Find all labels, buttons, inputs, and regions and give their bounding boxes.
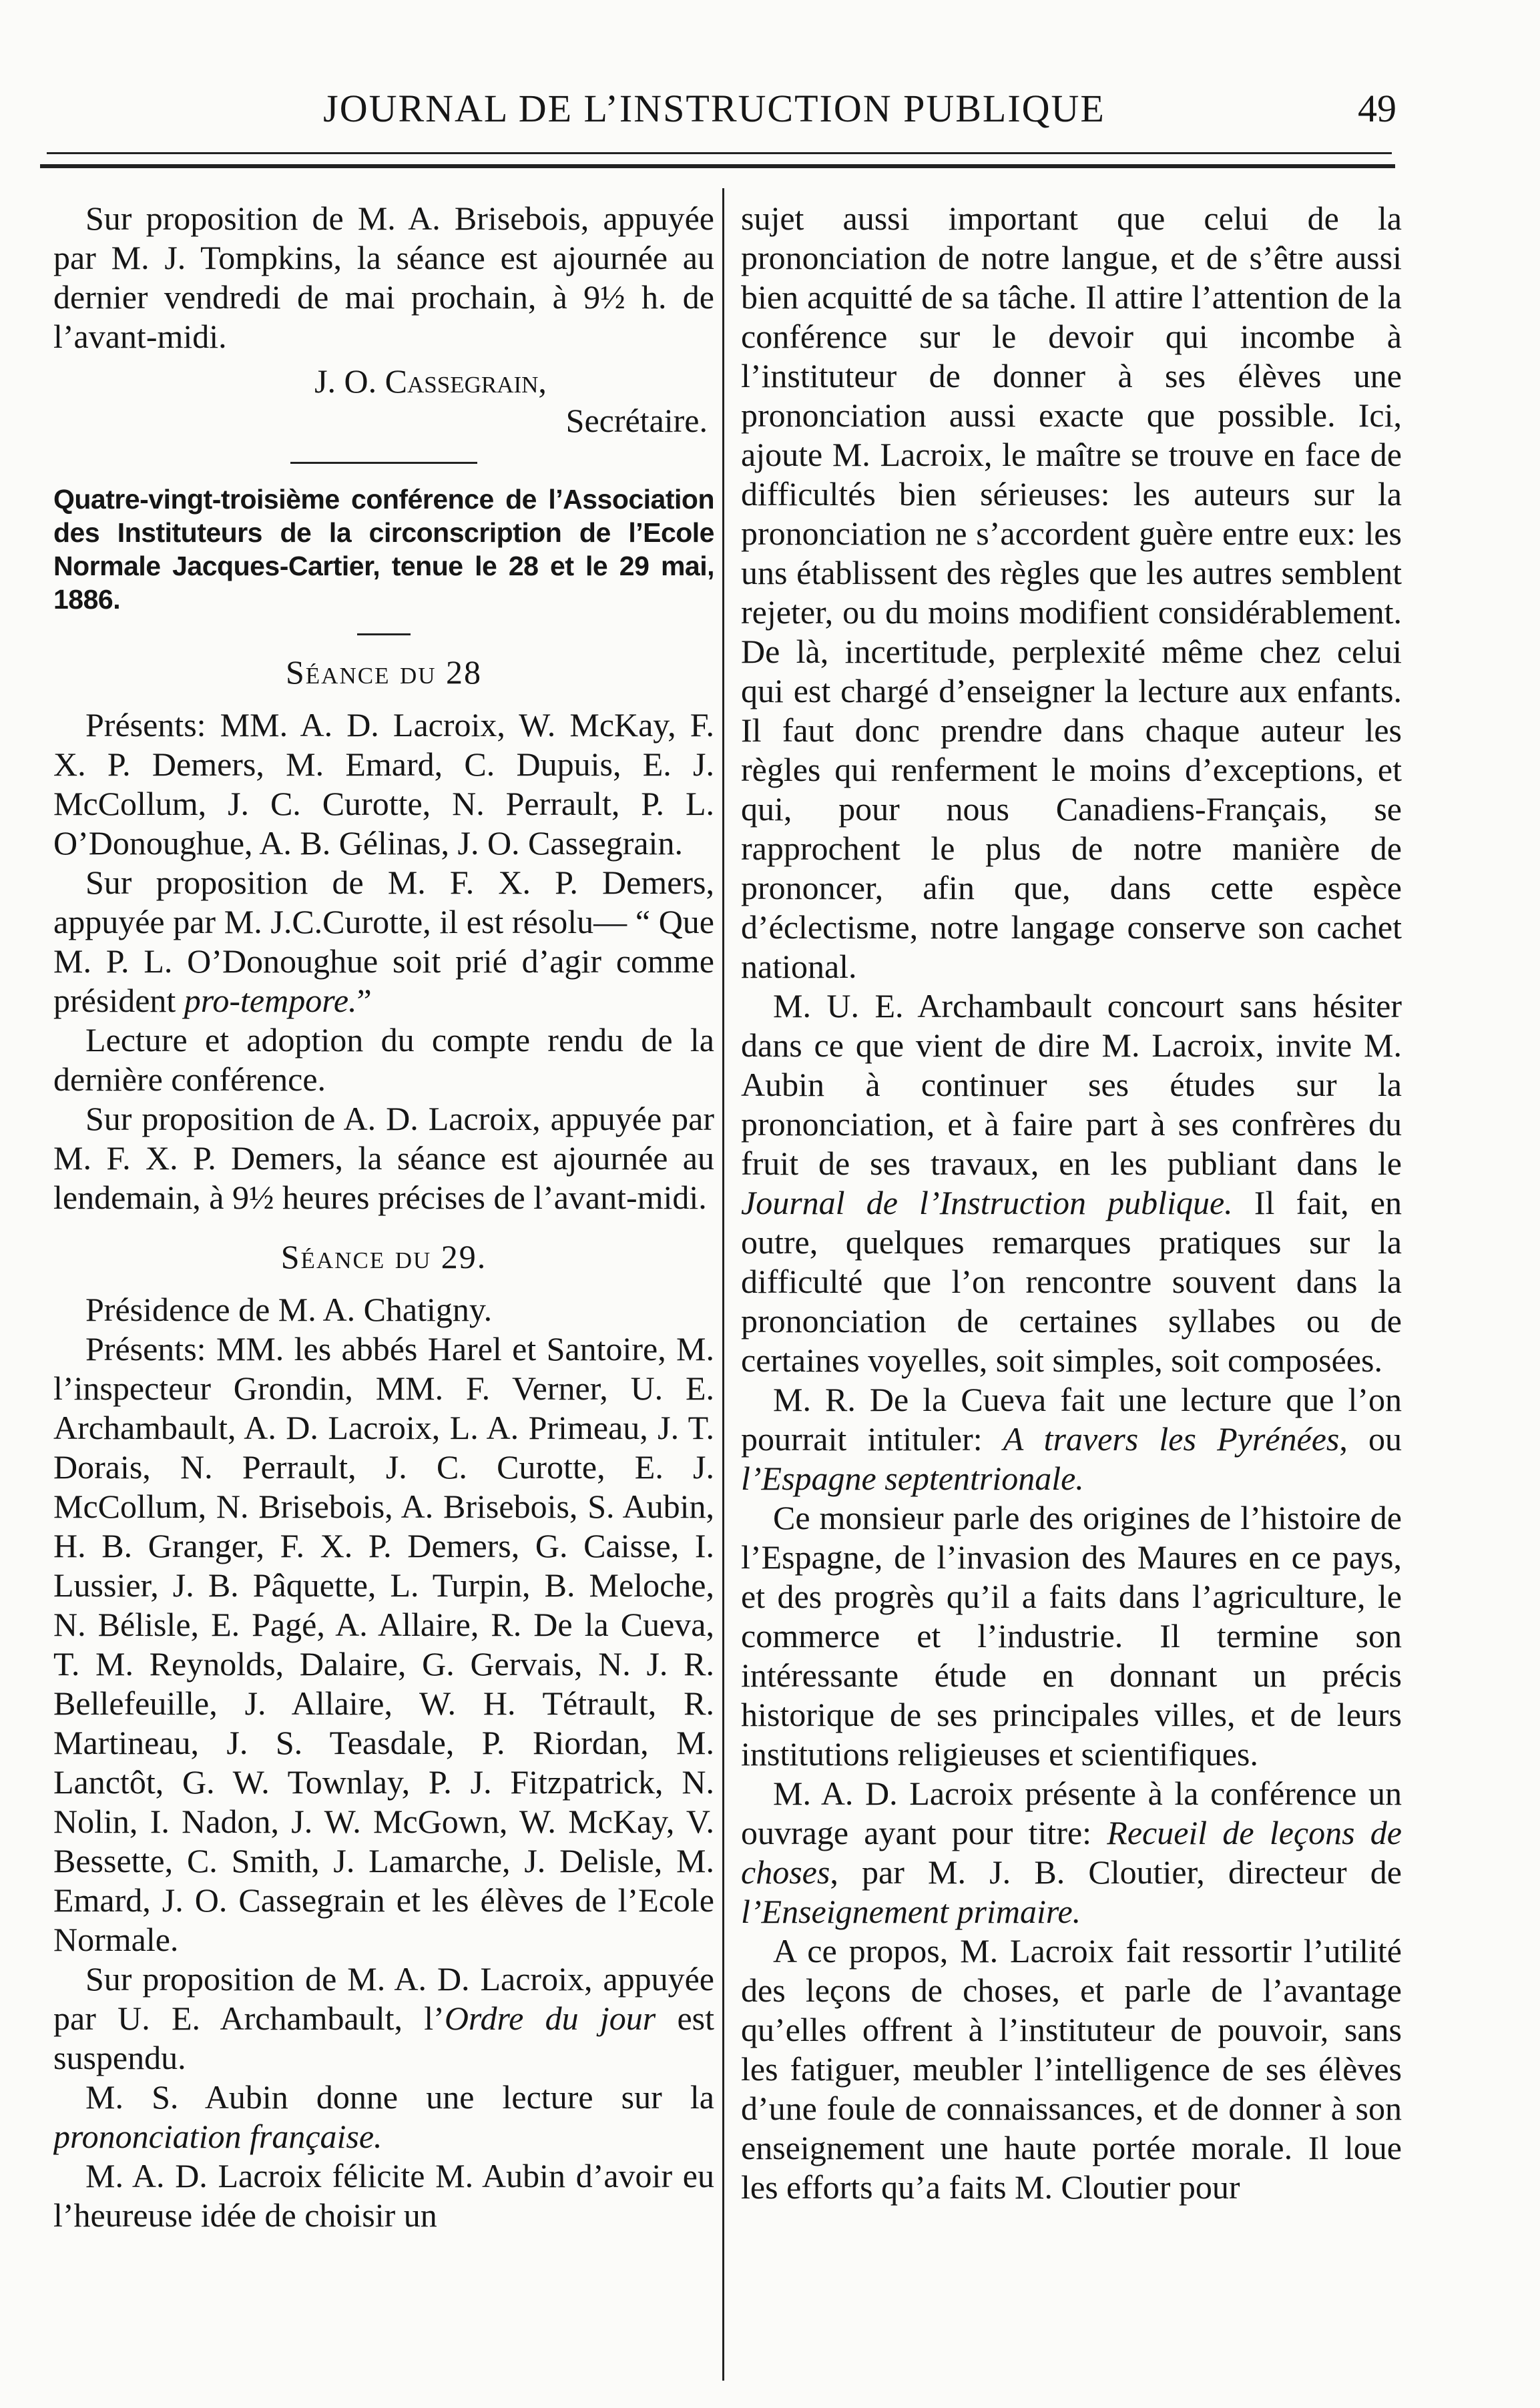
- paragraph-lecons-de-choses: A ce propos, M. Lacroix fait ressortir l’utilité des leçons de choses, et parle de l’avantage qu’elles offrent à l’instituteur de pouvoir, sans les fatiguer, meubler l’intelligence de ses élèves d’une foule de connaissances, et de donner à son enseignement une haute portée morale. Il loue les efforts qu’a faits M. Cloutier pour: [741, 1932, 1402, 2206]
- paragraph-de-la-cueva: M. R. De la Cueva fait une lecture que l’on pourrait intituler: A travers les Pyrénées, ou l’Espagne septentrionale.: [741, 1381, 1402, 1497]
- column-divider: [722, 188, 724, 2381]
- signature-role: Secrétaire.: [565, 402, 708, 439]
- seance-29-heading: Séance du 29.: [280, 1238, 487, 1275]
- seance-28-heading: Séance du 28: [285, 653, 482, 691]
- paragraph-lecture-aubin: M. S. Aubin donne une lecture sur la prononciation française.: [53, 2078, 714, 2155]
- paragraph-presidence: Présidence de M. A. Chatigny.: [85, 1291, 493, 1328]
- running-title: JOURNAL DE L’INSTRUCTION PUBLIQUE: [323, 87, 1105, 130]
- paragraph-ajournement-brisebois: Sur proposition de M. A. Brisebois, appuyée par M. J. Tompkins, la séance est ajournée au dernier vendredi de mai prochain, à 9½ h. de l’avant-midi.: [53, 200, 714, 355]
- paragraph-lecture-adoption: Lecture et adoption du compte rendu de la dernière conférence.: [53, 1021, 714, 1098]
- paragraph-recueil-lecons: M. A. D. Lacroix présente à la conférence un ouvrage ayant pour titre: Recueil de leçons de choses, par M. J. B. Cloutier, directeur de l’Enseignement primaire.: [741, 1775, 1402, 1930]
- page-number: 49: [1358, 87, 1396, 130]
- left-column: [53, 199, 714, 2375]
- paragraph-continuation-prononciation: sujet aussi important que celui de la prononciation de notre langue, et de s’être aussi bien acquitté de sa tâche. Il attire l’attention de la conférence sur le devoir qui incombe à l’instituteur de donner à ses élèves une prononciation aussi exacte que possible. Ici, ajoute M. Lacroix, le maître se trouve en face de difficultés bien sérieuses: les auteurs sur la prononciation ne s’accordent guère entre eux: les uns établissent des règles que les autres semblent rejeter, ou du moins modifient considérablement. De là, incertitude, perplexité même chez celui qui est chargé d’enseigner la lecture aux enfants. Il faut donc prendre dans chaque auteur les règles qui renferment le moins d’exceptions, et qui, pour nous Canadiens-Français, se rapprochent le plus de notre manière de prononcer, afin que, dans cette espèce d’éclectisme, notre langage conserve son cachet national.: [741, 200, 1402, 985]
- paragraph-ajournement-lendemain: Sur proposition de A. D. Lacroix, appuyée par M. F. X. P. Demers, la séance est ajournée au lendemain, à 9½ heures précises de l’avant-midi.: [53, 1100, 714, 1216]
- paragraph-felicitation: M. A. D. Lacroix félicite M. Aubin d’avoir eu l’heureuse idée de choisir un: [53, 2157, 714, 2234]
- heading-separator: [357, 633, 411, 635]
- paragraph-ordre-du-jour: Sur proposition de M. A. D. Lacroix, appuyée par U. E. Archambault, l’Ordre du jour est suspendu.: [53, 1960, 714, 2076]
- paragraph-presents-28: Présents: MM. A. D. Lacroix, W. McKay, F. X. P. Demers, M. Emard, C. Dupuis, E. J. McCollum, J. C. Curotte, N. Perrault, P. L. O’Donoughue, A. B. Gélinas, J. O. Cassegrain.: [53, 706, 714, 862]
- signature-name: J. O. Cassegrain,: [314, 362, 547, 400]
- paragraph-archambault: M. U. E. Archambault concourt sans hésiter dans ce que vient de dire M. Lacroix, invite M. Aubin à continuer ses études sur la prononciation, et à faire part à ses confrères du fruit de ses travaux, en les publiant dans le Journal de l’Instruction publique. Il fait, en outre, quelques remarques pratiques sur la difficulté que l’on rencontre souvent dans la prononciation de certaines syllabes ou de certaines voyelles, soit simples, soit composées.: [741, 987, 1402, 1379]
- conference-heading: Quatre-vingt-troisième conférence de l’Association des Instituteurs de la circonscription de l’Ecole Normale Jacques-Cartier, tenue le 28 et le 29 mai, 1886.: [53, 484, 714, 615]
- paragraph-proposition-demers: Sur proposition de M. F. X. P. Demers, appuyée par M. J.C.Curotte, il est résolu— “ Que M. P. L. O’Donoughue soit prié d’agir comme président pro-tempore.”: [53, 864, 714, 1019]
- header-rule-thick: [40, 164, 1395, 168]
- paragraph-presents-29: Présents: MM. les abbés Harel et Santoire, M. l’inspecteur Grondin, MM. F. Verner, U. E. Archambault, A. D. Lacroix, L. A. Primeau, J. T. Dorais, N. Perrault, J. C. Curotte, E. J. McCollum, N. Brisebois, A. Brisebois, S. Aubin, H. B. Granger, F. X. P. Demers, G. Caisse, I. Lussier, J. B. Pâquette, L. Turpin, B. Meloche, N. Bélisle, E. Pagé, A. Allaire, R. De la Cueva, T. M. Reynolds, Dalaire, G. Gervais, N. J. R. Bellefeuille, J. Allaire, W. H. Tétrault, R. Martineau, J. S. Teasdale, P. Riordan, M. Lanctôt, G. W. Townlay, P. J. Fitzpatrick, N. Nolin, I. Nadon, J. W. McGown, W. McKay, V. Bessette, C. Smith, J. Lamarche, J. Delisle, M. Emard, J. O. Cassegrain et les élèves de l’Ecole Normale.: [53, 1330, 714, 1958]
- section-separator: [290, 462, 477, 464]
- right-column: [741, 199, 1402, 2375]
- header-rule-thin: [47, 152, 1392, 154]
- paragraph-histoire-espagne: Ce monsieur parle des origines de l’histoire de l’Espagne, de l’invasion des Maures en ce pays, et des progrès qu’il a faits dans l’agriculture, le commerce et l’industrie. Il termine son intéressante étude en donnant un précis historique de ses principales villes, et de leurs institutions religieuses et scientifiques.: [741, 1499, 1402, 1773]
